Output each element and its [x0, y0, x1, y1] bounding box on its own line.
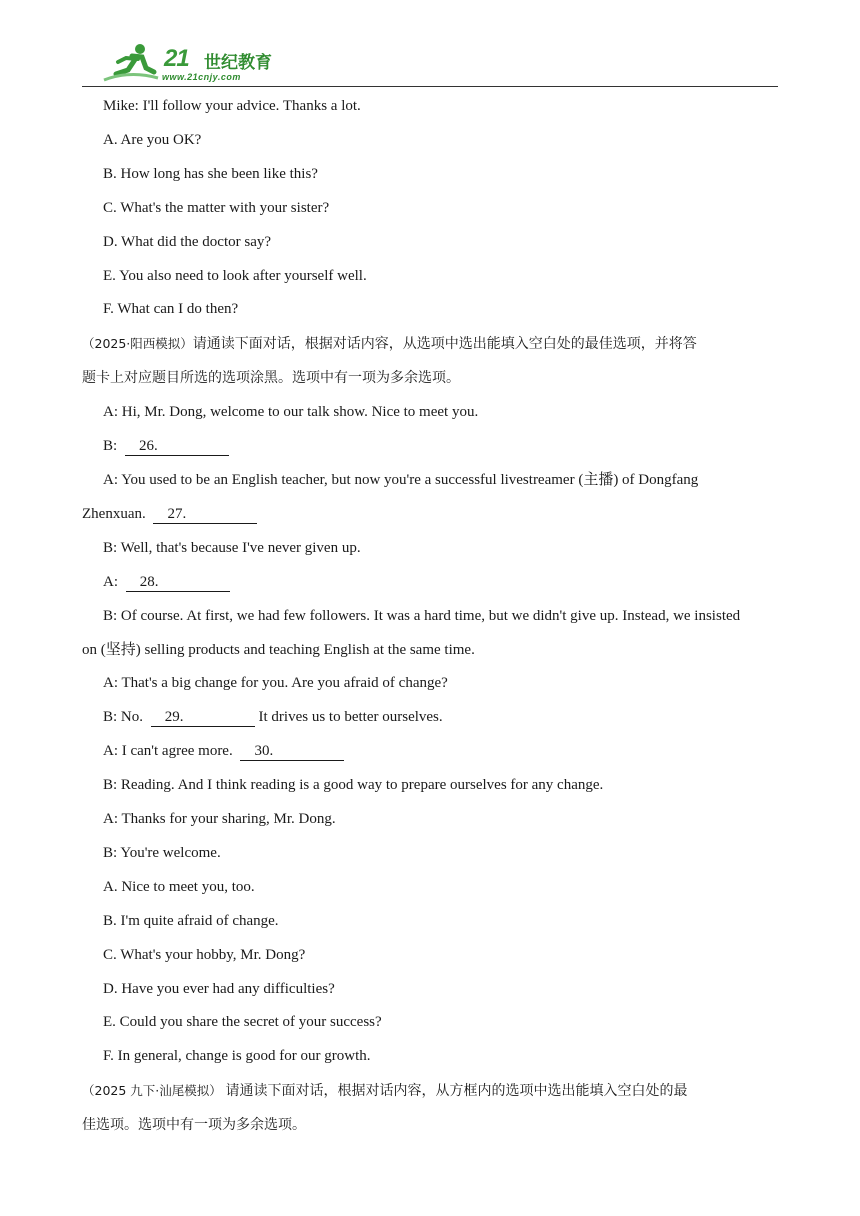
- dialogue-line: [82, 735, 782, 769]
- option-item: A. Are you OK?: [103, 131, 202, 148]
- runner-logo-icon: [102, 42, 160, 84]
- dialogue-line: B: Of course. At first, we had few followers. It was a hard time, but we didn't give up. Instead, we insisted: [103, 607, 741, 624]
- dialogue-text: A: I can't agree more.: [103, 743, 233, 760]
- dialogue-line: A: Thanks for your sharing, Mr. Dong.: [103, 811, 336, 828]
- dialogue-line: [82, 566, 782, 600]
- logo-text: 世纪教育: [204, 53, 272, 73]
- option-item: B. How long has she been like this?: [103, 165, 318, 182]
- blank-30[interactable]: 30.: [240, 742, 344, 761]
- option-item: A. Nice to meet you, too.: [103, 878, 255, 895]
- dialogue-line: [82, 701, 782, 735]
- blank-27[interactable]: 27.: [153, 505, 257, 524]
- blank-26[interactable]: 26.: [125, 437, 229, 456]
- dialogue-line: A: Hi, Mr. Dong, welcome to our talk show. Nice to meet you.: [103, 404, 479, 421]
- dialogue-line: [82, 430, 782, 464]
- document-body: [82, 90, 782, 1143]
- option-item: D. What did the doctor say?: [103, 233, 272, 250]
- dialogue-text: It drives us to better ourselves.: [258, 709, 443, 726]
- instruction-text: 请通读下面对话，根据对话内容，从方框内的选项中选出能填入空白处的最: [225, 1083, 688, 1100]
- page-header: [82, 40, 778, 87]
- option-item: C. What's your hobby, Mr. Dong?: [103, 946, 306, 963]
- blank-28[interactable]: 28.: [126, 573, 230, 592]
- site-logo: [102, 40, 302, 84]
- logo-url: www.21cnjy.com: [162, 72, 241, 82]
- speaker-label: A:: [103, 573, 118, 590]
- instruction-line: [82, 327, 782, 362]
- blank-29[interactable]: 29.: [151, 708, 255, 727]
- option-item: F. In general, change is good for our growth.: [103, 1048, 371, 1065]
- option-item: F. What can I do then?: [103, 301, 239, 318]
- instruction-text: 佳选项。选项中有一项为多余选项。: [82, 1117, 306, 1134]
- dialogue-text: Zhenxuan.: [82, 505, 146, 522]
- logo-number: 21: [164, 45, 189, 72]
- dialogue-text: B: No.: [103, 709, 144, 726]
- dialogue-line: B: Well, that's because I've never given up.: [103, 539, 361, 556]
- question-source: （2025·阳西模拟）: [82, 336, 193, 352]
- option-item: E. Could you share the secret of your success?: [103, 1014, 382, 1031]
- option-item: B. I'm quite afraid of change.: [103, 912, 279, 929]
- speaker-label: B:: [103, 438, 118, 455]
- dialogue-line: A: You used to be an English teacher, but now you're a successful livestreamer (主播) of Dongfang: [103, 471, 699, 488]
- instruction-text: 题卡上对应题目所选的选项涂黑。选项中有一项为多余选项。: [82, 370, 460, 387]
- dialogue-line: on (坚持) selling products and teaching English at the same time.: [82, 641, 475, 658]
- option-item: E. You also need to look after yourself well.: [103, 267, 367, 284]
- dialogue-line: Mike: I'll follow your advice. Thanks a lot.: [103, 98, 361, 114]
- instruction-text: 请通读下面对话，根据对话内容，从选项中选出能填入空白处的最佳选项，并将答: [192, 336, 697, 353]
- instruction-line: [82, 1074, 782, 1109]
- option-item: D. Have you ever had any difficulties?: [103, 980, 335, 997]
- dialogue-line: B: Reading. And I think reading is a good way to prepare ourselves for any change.: [103, 777, 604, 794]
- dialogue-line: [82, 498, 782, 532]
- question-source: （2025 九下·汕尾模拟）: [82, 1083, 222, 1099]
- dialogue-line: B: You're welcome.: [103, 844, 221, 861]
- dialogue-line: A: That's a big change for you. Are you afraid of change?: [103, 675, 448, 692]
- option-item: C. What's the matter with your sister?: [103, 199, 330, 216]
